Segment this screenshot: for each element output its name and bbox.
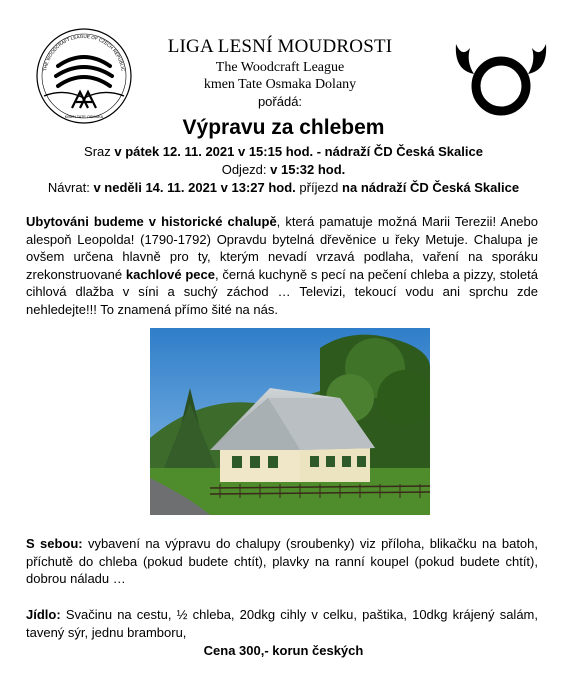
logo-bottom-text: KMEN TATE OSMAKA	[64, 115, 104, 119]
return-line: Návrat: v neděli 14. 11. 2021 v 13:27 hod. příjezd na nádraží ČD Česká Skalice	[47, 180, 520, 195]
event-title: Výpravu za chlebem	[182, 116, 385, 139]
league-title: LIGA LESNÍ MOUDROSTI	[167, 36, 393, 57]
cottage-photo	[150, 328, 430, 515]
league-subtitle: The Woodcraft League	[215, 60, 345, 75]
departure-line: Odjezd: v 15:32 hod.	[221, 162, 346, 177]
tribe-name: kmen Tate Osmaka Dolany	[203, 77, 357, 92]
horned-circle-emblem	[452, 40, 550, 120]
bring-label: S sebou:	[26, 536, 83, 551]
accommodation-paragraph: Ubytováni budeme v historické chalupě, která pamatuje možná Marii Terezii! Anebo alespoň Leopolda! (1790-1792) Opravdu bytelná dřevěnice u řeky Metuje. Chalupa je ovšem určena hlavně pro ty, kterým nevadí vrzavá podlaha, vaření na sporáku zrekonstruované kachlové pece, černá kuchyně s pecí na pečení chleba a pizzy, stoletá cihlová dlažba v síni a suchý záchod … Televizi, tekoucí vodu ani sprchu zde nehledejte!!! To znamená přímo šité na nás.	[26, 214, 538, 317]
organizes-label: pořádá:	[257, 94, 303, 109]
food-label: Jídlo:	[26, 607, 61, 622]
logo-ring-text: THE WOODCRAFT LEAGUE OF CZECH REPUBLIC	[42, 33, 126, 72]
food-paragraph: Jídlo: Svačinu na cestu, ½ chleba, 20dkg cihly v celku, paštika, 10dkg krájený salám, tavený sýr, jednu bramboru,	[26, 607, 538, 640]
bring-paragraph: S sebou: vybavení na výpravu do chalupy (sroubenky) viz příloha, blikačku na batoh, příchutě do chleba (pokud budete chtít), plavky na ranní koupel (pokud budete chtít), dobrou náladu …	[26, 536, 538, 587]
meeting-line: Sraz v pátek 12. 11. 2021 v 15:15 hod. - nádraží ČD Česká Skalice	[84, 144, 483, 159]
woodcraft-league-logo	[34, 26, 134, 126]
price-line: Cena 300,- korun českých	[203, 643, 364, 658]
